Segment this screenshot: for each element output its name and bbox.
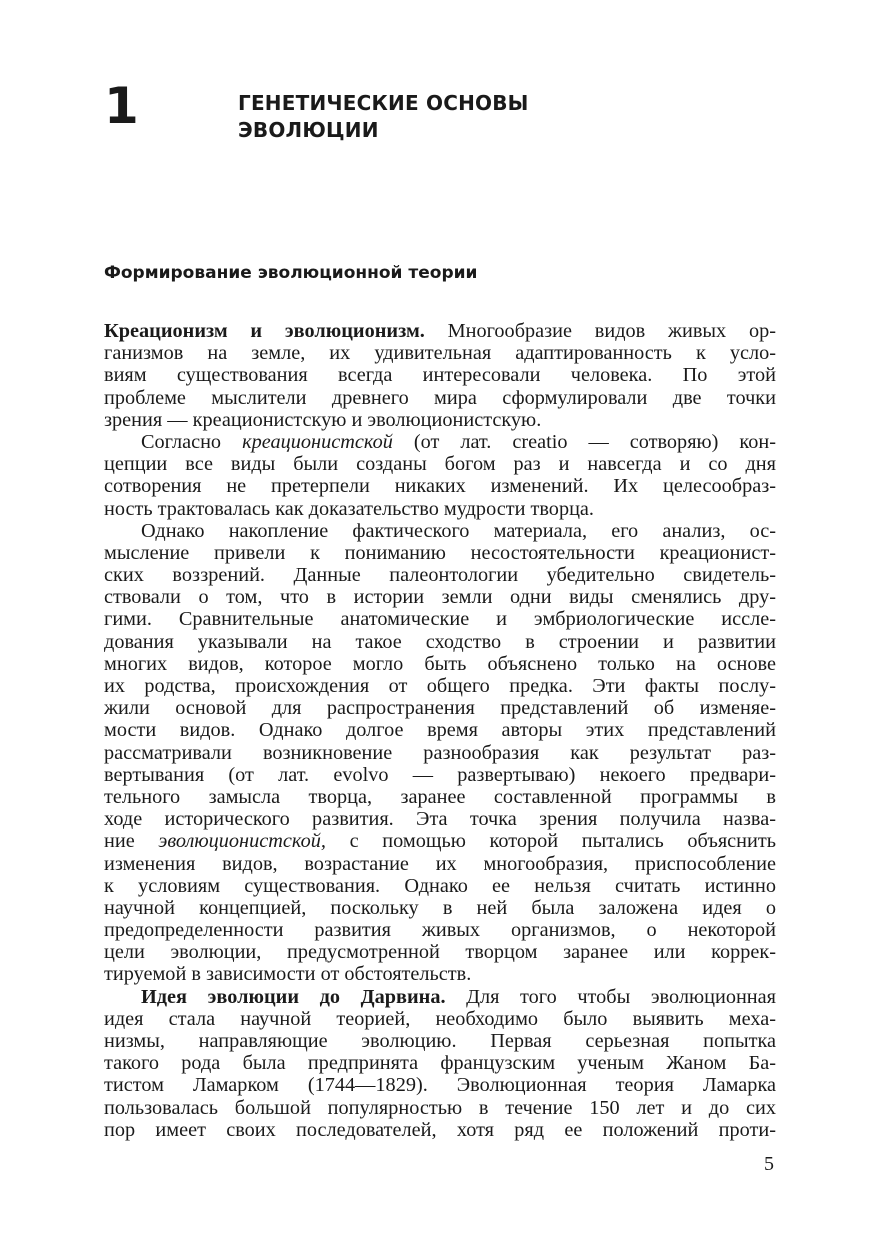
text-line: мысление привели к пониманию несостоятельности креационист- bbox=[104, 541, 776, 564]
text-line: к условиям существования. Однако ее нельзя считать истинно bbox=[104, 874, 776, 897]
text-line: сотворения не претерпели никаких изменений. Их целесообраз- bbox=[104, 475, 776, 498]
chapter-title-line: ГЕНЕТИЧЕСКИЕ ОСНОВЫ bbox=[238, 91, 529, 115]
italic-term: эволюционистской, bbox=[158, 830, 326, 853]
text-line: виям существования всегда интересовали человека. По этой bbox=[104, 364, 776, 387]
page-number: 5 bbox=[764, 1153, 774, 1175]
chapter-title bbox=[238, 90, 529, 144]
text-line: Однако накопление фактического материала, его анализ, ос- bbox=[141, 519, 776, 542]
text-line: Идея эволюции до Дарвина. Для того чтобы эволюционная bbox=[141, 985, 776, 1008]
text-line: тистом Ламарком (1744—1829). Эволюционная теория Ламарка bbox=[104, 1074, 776, 1097]
text-line: ность трактовалась как доказательство мудрости творца. bbox=[104, 497, 595, 520]
italic-term: креационистской bbox=[242, 430, 393, 453]
text-line: жили основой для распространения представлений об изменяе- bbox=[104, 697, 776, 720]
text-line: тируемой в зависимости от обстоятельств. bbox=[104, 963, 472, 986]
text-line: их родства, происхождения от общего предка. Эти факты послу- bbox=[104, 675, 776, 697]
text-line: изменения видов, возрастание их многообразия, приспособление bbox=[104, 852, 776, 875]
chapter-title-line: ЭВОЛЮЦИИ bbox=[238, 118, 379, 142]
text-line: ских воззрений. Данные палеонтологии убедительно свидетель- bbox=[104, 564, 776, 587]
text-line: пор имеет своих последователей, хотя ряд ее положений проти- bbox=[104, 1118, 776, 1141]
body-text bbox=[104, 320, 776, 1141]
section-heading: Формирование эволюционной теории bbox=[104, 263, 478, 283]
text-line: ганизмов на земле, их удивительная адаптированность к усло- bbox=[104, 342, 776, 365]
text-line: научной концепцией, поскольку в ней была заложена идея о bbox=[104, 896, 776, 919]
text-line: пользовалась большой популярностью в течение 150 лет и до сих bbox=[104, 1096, 776, 1119]
text-line: ствовали о том, что в истории земли одни виды сменялись дру- bbox=[104, 586, 776, 609]
text-line: проблеме мыслители древнего мира сформулировали две точки bbox=[104, 386, 776, 409]
text-line: дования указывали на такое сходство в строении и развитии bbox=[104, 630, 776, 653]
run-in-heading: Креационизм и эволюционизм. bbox=[104, 320, 425, 342]
text-line: цепции все виды были созданы богом раз и навсегда и со дня bbox=[104, 453, 776, 476]
text-line: тельного замысла творца, заранее составленной программы в bbox=[104, 785, 776, 808]
text-line: ние эволюционистской, с помощью которой пытались объяснить bbox=[104, 830, 776, 853]
text-line: предопределенности развития живых организмов, о некоторой bbox=[104, 919, 776, 942]
text-line: гими. Сравнительные анатомические и эмбриологические иссле- bbox=[104, 608, 776, 631]
text-line: такого рода была предпринята французским ученым Жаном Ба- bbox=[104, 1052, 776, 1075]
text-line: многих видов, которое могло быть объяснено только на основе bbox=[104, 652, 776, 675]
text-line: Креационизм и эволюционизм. Многообразие видов живых ор- bbox=[104, 320, 776, 342]
text-line: низмы, направляющие эволюцию. Первая серьезная попытка bbox=[104, 1030, 776, 1052]
text-line: рассматривали возникновение разнообразия как результат раз- bbox=[104, 741, 776, 764]
text-line: зрения — креационистскую и эволюционистскую. bbox=[104, 408, 542, 431]
text-line: ходе исторического развития. Эта точка зрения получила назва- bbox=[104, 808, 776, 831]
chapter-number: 1 bbox=[104, 77, 139, 135]
text-line: Согласно креационистской (от лат. creatio — сотворяю) кон- bbox=[141, 430, 776, 453]
text-line: цели эволюции, предусмотренной творцом заранее или коррек- bbox=[104, 941, 776, 964]
text-line: вертывания (от лат. evolvo — развертываю) некоего предвари- bbox=[104, 763, 776, 786]
text-line: мости видов. Однако долгое время авторы этих представлений bbox=[104, 719, 776, 742]
text-line: идея стала научной теорией, необходимо было выявить меха- bbox=[104, 1007, 776, 1030]
run-in-heading: Идея эволюции до Дарвина. bbox=[141, 985, 446, 1008]
